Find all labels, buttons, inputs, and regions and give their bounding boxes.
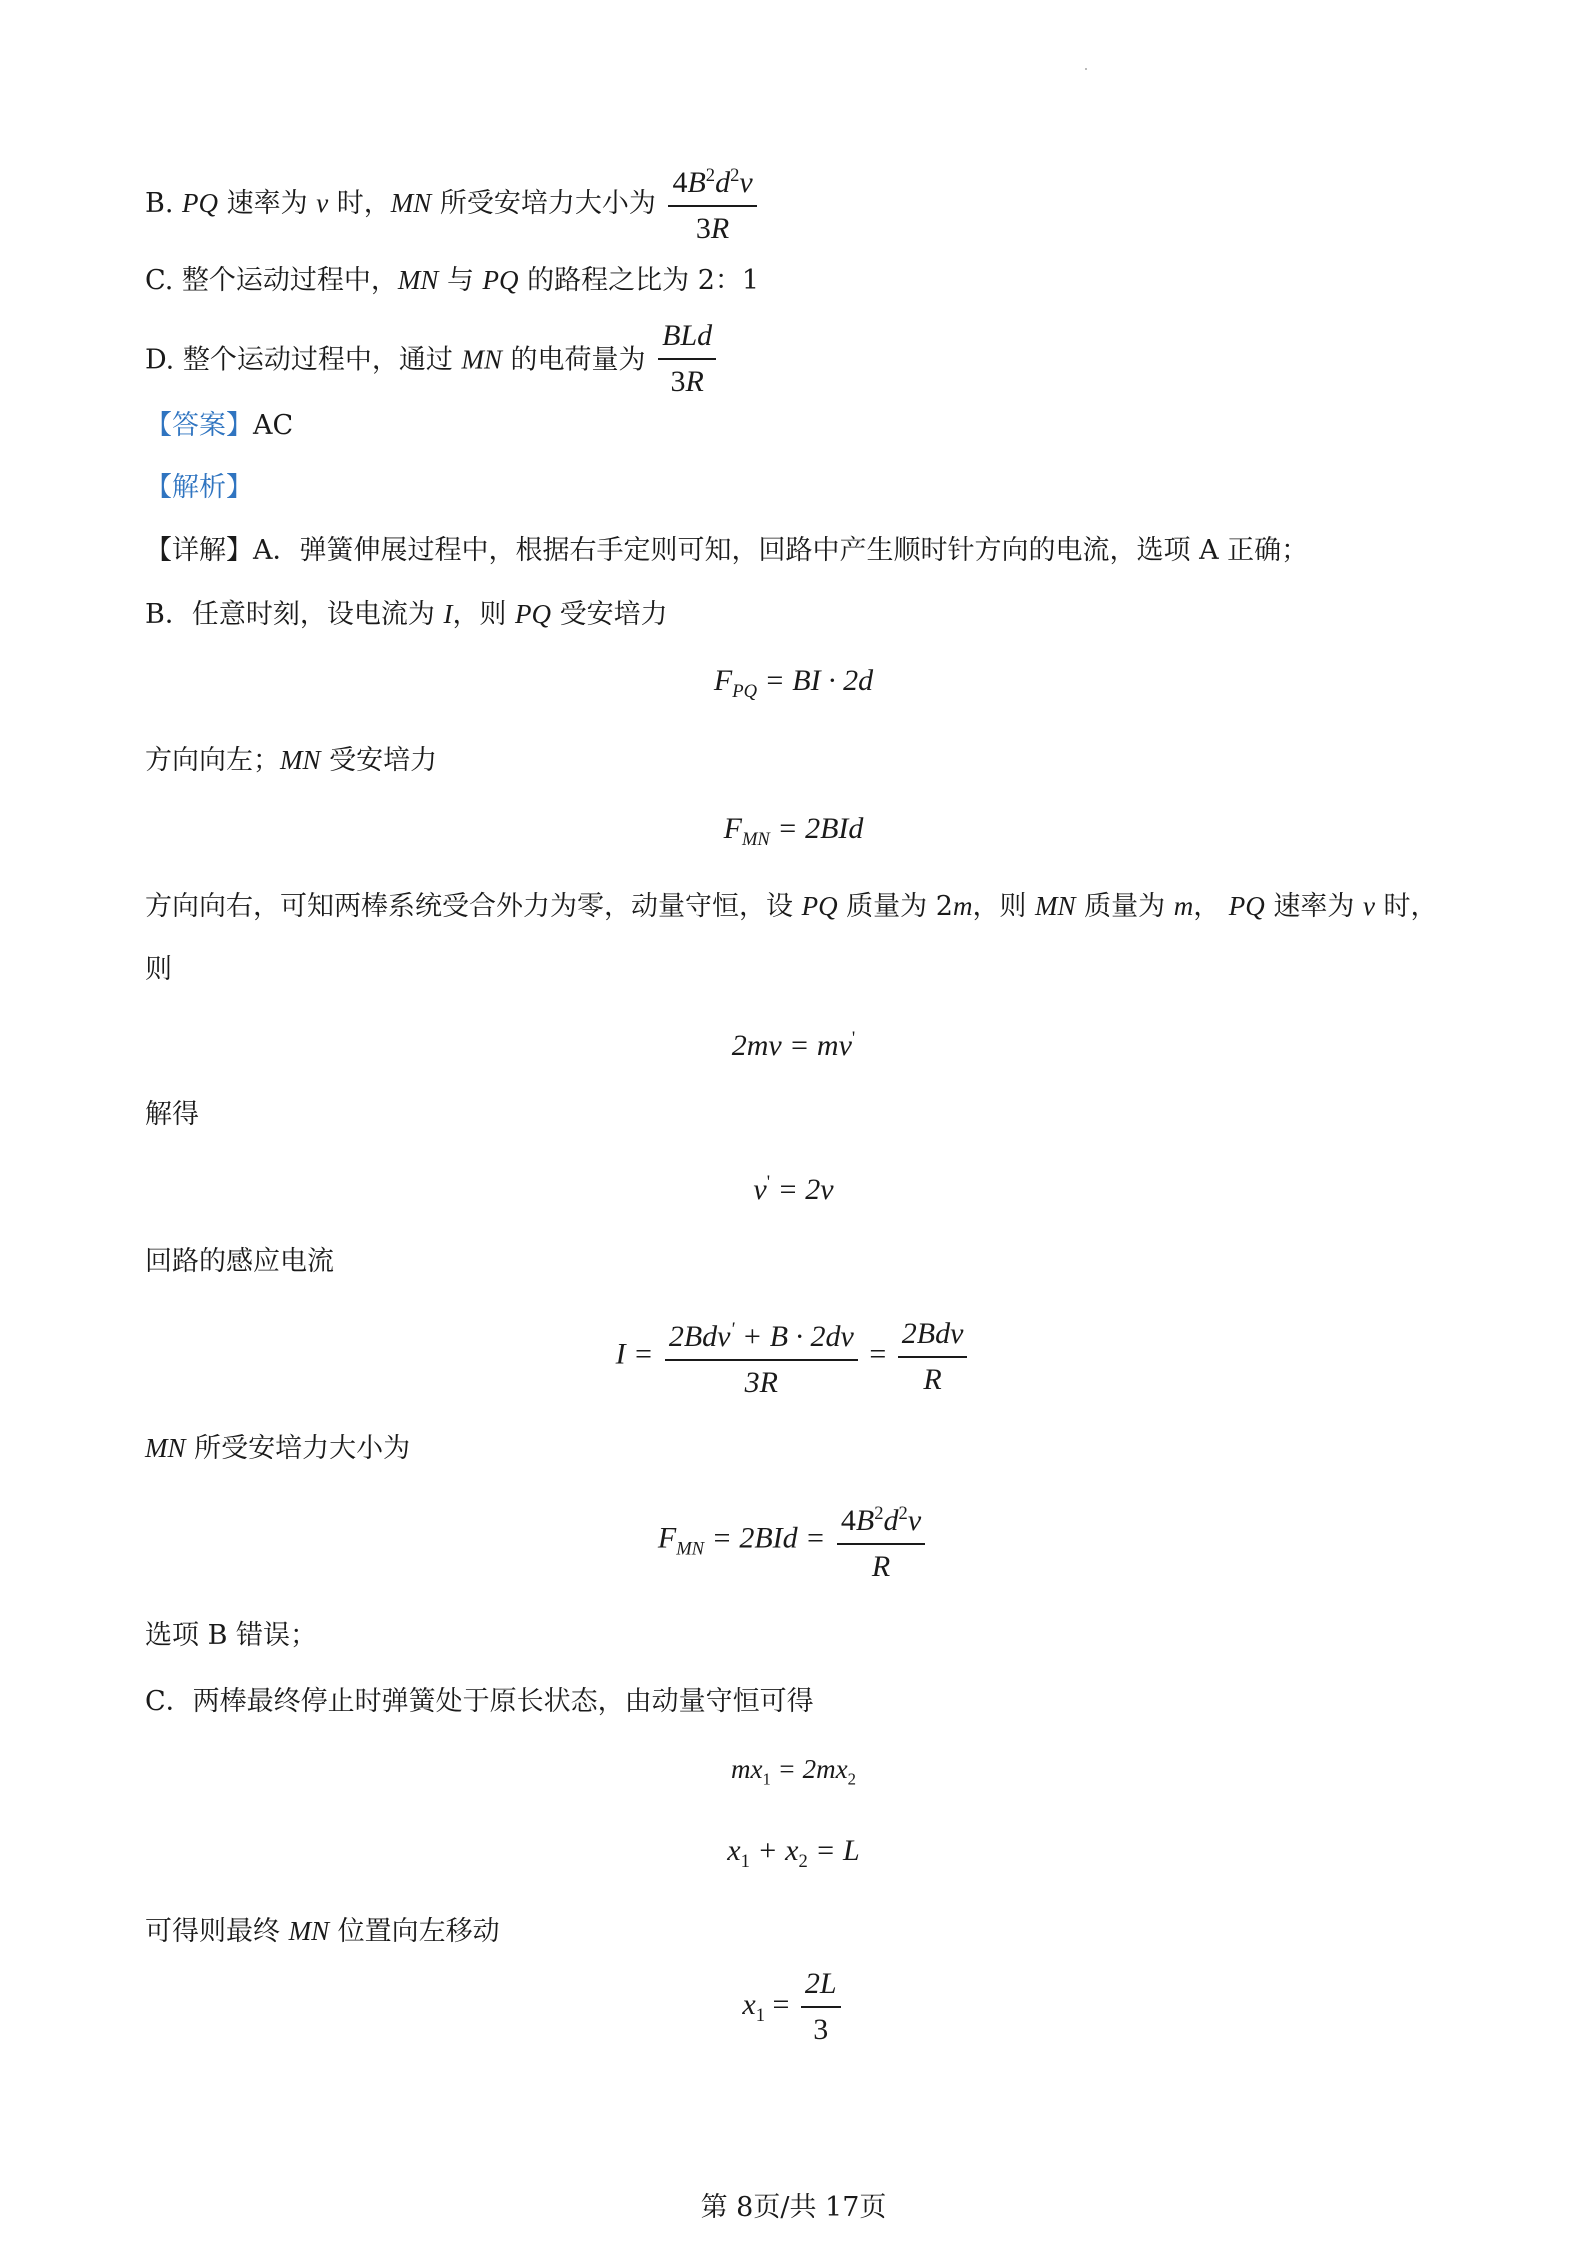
- answer-line: [145, 408, 293, 444]
- equation-x1: $x_1$ = $\frac{2L}{3}$: [0, 1964, 1587, 2050]
- equation-displacement-sum: $x_1 + x_2 = L$: [727, 1834, 860, 1872]
- solve-label: 解得: [145, 1099, 199, 1130]
- equation-displacement-ratio: $mx_1 = 2mx_2$: [731, 1754, 856, 1789]
- option-c: C. 整个运动过程中，MN 与 PQ 的路程之比为 2：1: [145, 265, 760, 296]
- analysis-tag: 【解析】: [145, 472, 253, 503]
- option-b-wrong: 选项 B 错误；: [145, 1620, 318, 1651]
- current-label: 回路的感应电流: [145, 1246, 334, 1277]
- momentum-paragraph: 方向向右，可知两棒系统受合外力为零，动量守恒，设 PQ 质量为 2m，则 MN 质量为 m， PQ 速率为 v 时，: [145, 891, 1438, 922]
- direction-left-line: 方向向左；MN 受安培力: [145, 745, 438, 776]
- option-b: B. PQ 速率为 v 时，MN 所受安培力大小为 $\frac{4B^2d^2v}{3R}$: [145, 158, 761, 251]
- mn-force-label: MN 所受安培力大小为: [145, 1433, 411, 1464]
- answer-tag: 【答案】: [145, 410, 253, 441]
- answer-value: AC: [253, 410, 294, 441]
- equation-current: I = $\frac{2Bdv' + B \cdot 2dv}{3R}$ = $\frac{\text{2Bdv}}{R}$: [0, 1310, 1587, 1403]
- equation-f-mn: $F_{MN} = 2BId$: [723, 812, 864, 850]
- equation-f-pq: $F_{PQ}$ = BI · 2d: [713, 664, 874, 702]
- option-b-fraction: $\frac{4B^2d^2v}{3R}$: [668, 156, 756, 249]
- scan-speck: [1085, 68, 1087, 70]
- detail-c: C．两棒最终停止时弹簧处于原长状态，由动量守恒可得: [145, 1686, 814, 1717]
- analysis-line: [145, 470, 253, 506]
- option-d: D. 整个运动过程中，通过 MN 的电荷量为 $\frac{\text{BLd}}{3R}$: [145, 318, 720, 404]
- detail-b: B．任意时刻，设电流为 I，则 PQ 受安培力: [145, 599, 668, 630]
- equation-f-mn-result: $F_{MN} = 2BId$ = $\frac{4B^2d^2v}{R}$: [0, 1494, 1587, 1587]
- equation-momentum: 2mv = mv': [731, 1028, 856, 1062]
- detail-a: 【详解】A．弹簧伸展过程中，根据右手定则可知，回路中产生顺时针方向的电流，选项 A 正确；: [145, 535, 1309, 566]
- option-d-fraction: $\frac{\text{BLd}}{3R}$: [658, 316, 716, 402]
- mn-move-line: 可得则最终 MN 位置向左移动: [145, 1916, 500, 1947]
- momentum-paragraph-cont: 则: [145, 954, 172, 985]
- page-footer: 第 8页/共 17页: [700, 2192, 887, 2223]
- equation-v-prime: v' = 2v: [753, 1172, 834, 1206]
